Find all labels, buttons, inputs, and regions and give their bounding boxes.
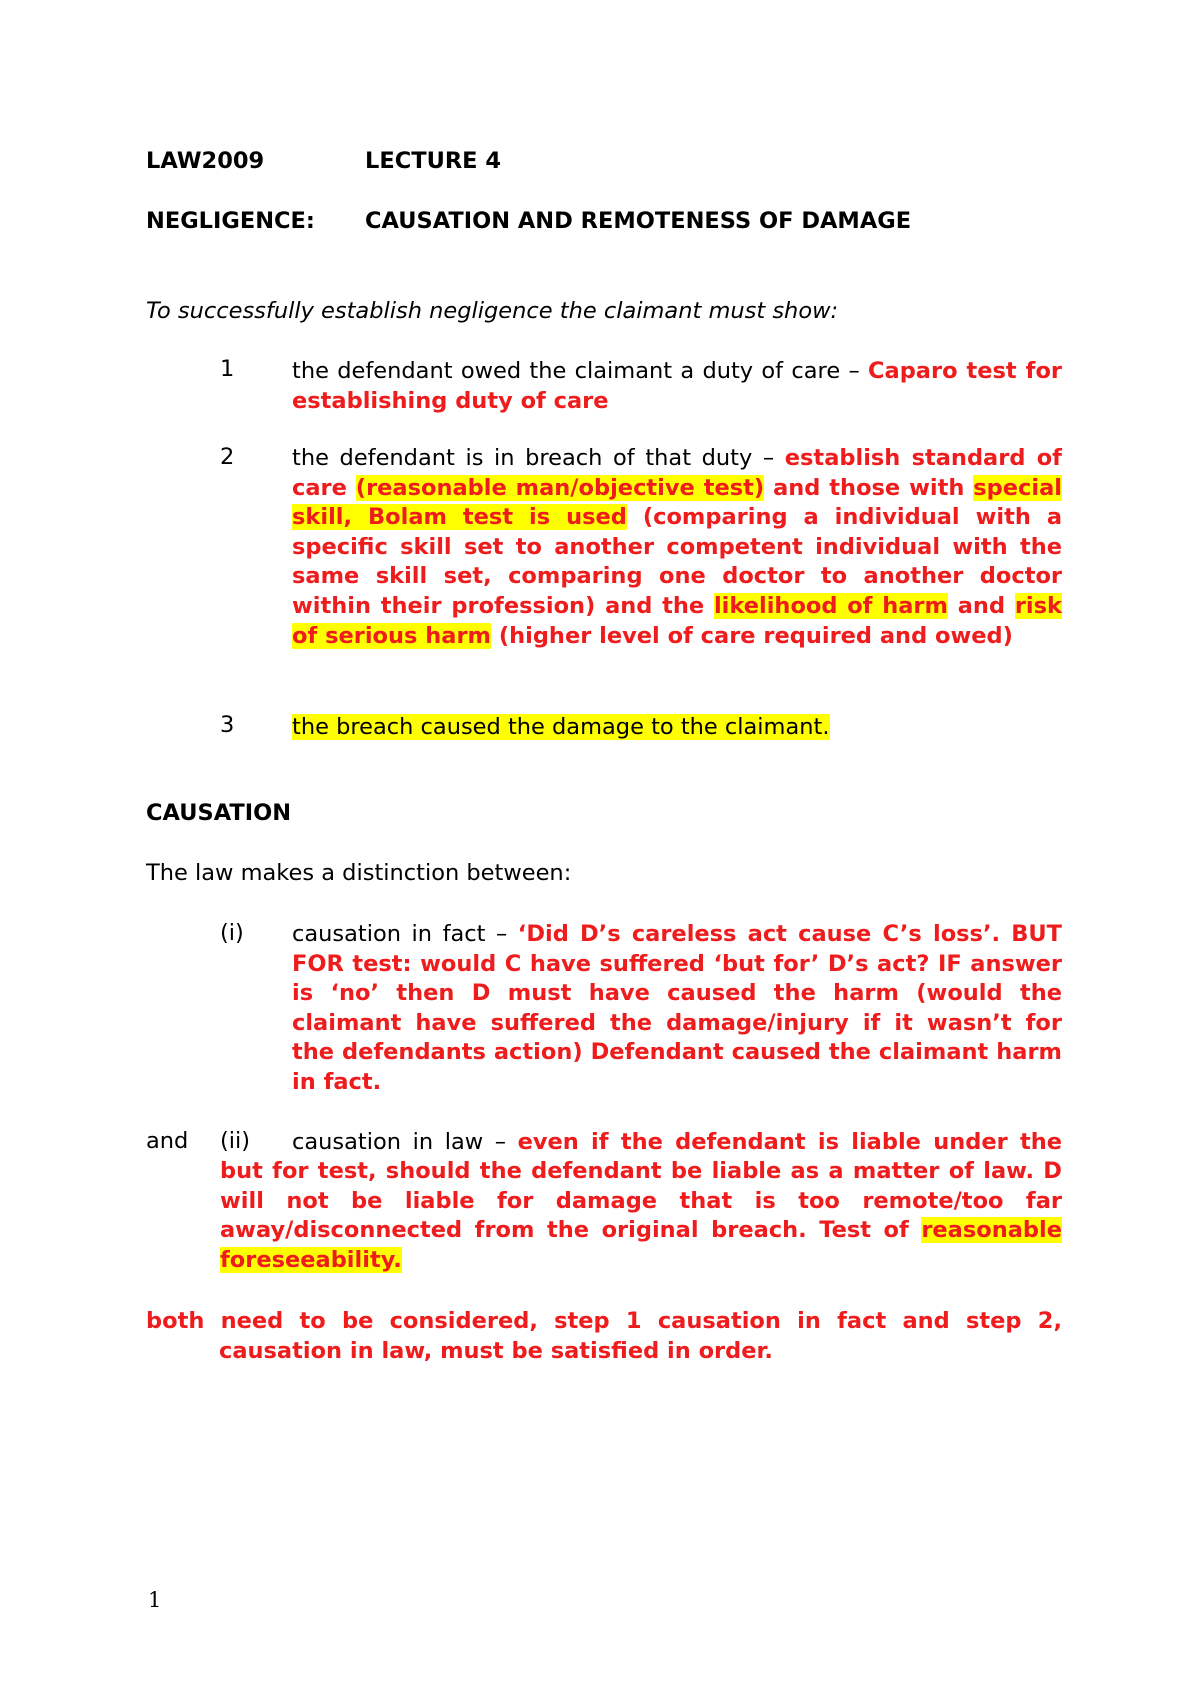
item-1-text: [292, 356, 1062, 416]
item-2-part-3: (reasonable man/objective test): [355, 474, 765, 501]
topic-label: NEGLIGENCE:: [146, 208, 315, 234]
item-number-3: 3: [220, 712, 235, 738]
lecture-number: LECTURE 4: [365, 148, 502, 174]
causation-fact-part-1: causation in fact –: [292, 921, 518, 947]
item-2-part-8: and: [947, 592, 1015, 619]
item-1-part-1: the defendant owed the claimant a duty of care –: [292, 358, 868, 384]
topic-title: CAUSATION AND REMOTENESS OF DAMAGE: [365, 208, 912, 234]
item-2-part-1: the defendant is in breach of that duty –: [292, 445, 785, 471]
item-number-2: 2: [220, 444, 235, 470]
page-number: 1: [148, 1588, 162, 1612]
item-number-1: 1: [220, 356, 235, 382]
item-2-part-7: likelihood of harm: [713, 592, 948, 619]
item-2-part-2: establish standard of care: [292, 445, 1062, 501]
item-3-part-1: the breach caused the damage to the claimant.: [292, 714, 830, 740]
causation-law-text: [220, 1128, 1062, 1275]
causation-heading: CAUSATION: [146, 800, 292, 826]
item-3-text: [292, 712, 1062, 742]
item-1-part-2: Caparo test for establishing duty of care: [292, 358, 1062, 414]
item-2-text: [292, 444, 1062, 651]
item-2-part-6: (comparing a individual with a specific skill set to another competent individual with the same skill set, comparing one doctor to another doctor within their profession) and the: [292, 504, 1062, 619]
causation-law-prefix: and: [146, 1128, 189, 1154]
item-2-part-9: risk of serious harm: [292, 592, 1062, 649]
causation-intro: The law makes a distinction between:: [146, 860, 572, 886]
intro-text: To successfully establish negligence the claimant must show:: [146, 298, 839, 324]
causation-law-number: (ii): [220, 1128, 251, 1154]
causation-fact-part-2: ‘Did D’s careless act cause C’s loss’. BUT FOR test: would C have suffered ‘but for’ D’s act? IF answer is ‘no’ then D must have caused the harm (would the claimant have suffered the damage/injury if it wasn’t for the defendants action) Defendant caused the claimant harm in fact.: [292, 921, 1062, 1095]
causation-law-part-1: causation in law –: [292, 1129, 518, 1155]
item-2-part-10: (higher level of care required and owed): [490, 622, 1013, 649]
item-2-part-5: special skill, Bolam test is used: [292, 474, 1062, 531]
causation-fact-text: [292, 920, 1062, 1098]
causation-law-part-2: even if the defendant is liable under the but for test, should the defendant be liable as a matter of law. D will not be liable for damage that is too remote/too far away/disconnected from the original breach. Test of: [220, 1129, 1062, 1244]
item-2-part-4: and those with: [764, 474, 974, 501]
causation-conclusion: both need to be considered, step 1 causation in fact and step 2, causation in law, must be satisfied in order.: [146, 1308, 1062, 1364]
causation-fact-number: (i): [220, 920, 244, 946]
causation-law-part-3: reasonable foreseeability.: [220, 1217, 1062, 1273]
course-code: LAW2009: [146, 148, 265, 174]
